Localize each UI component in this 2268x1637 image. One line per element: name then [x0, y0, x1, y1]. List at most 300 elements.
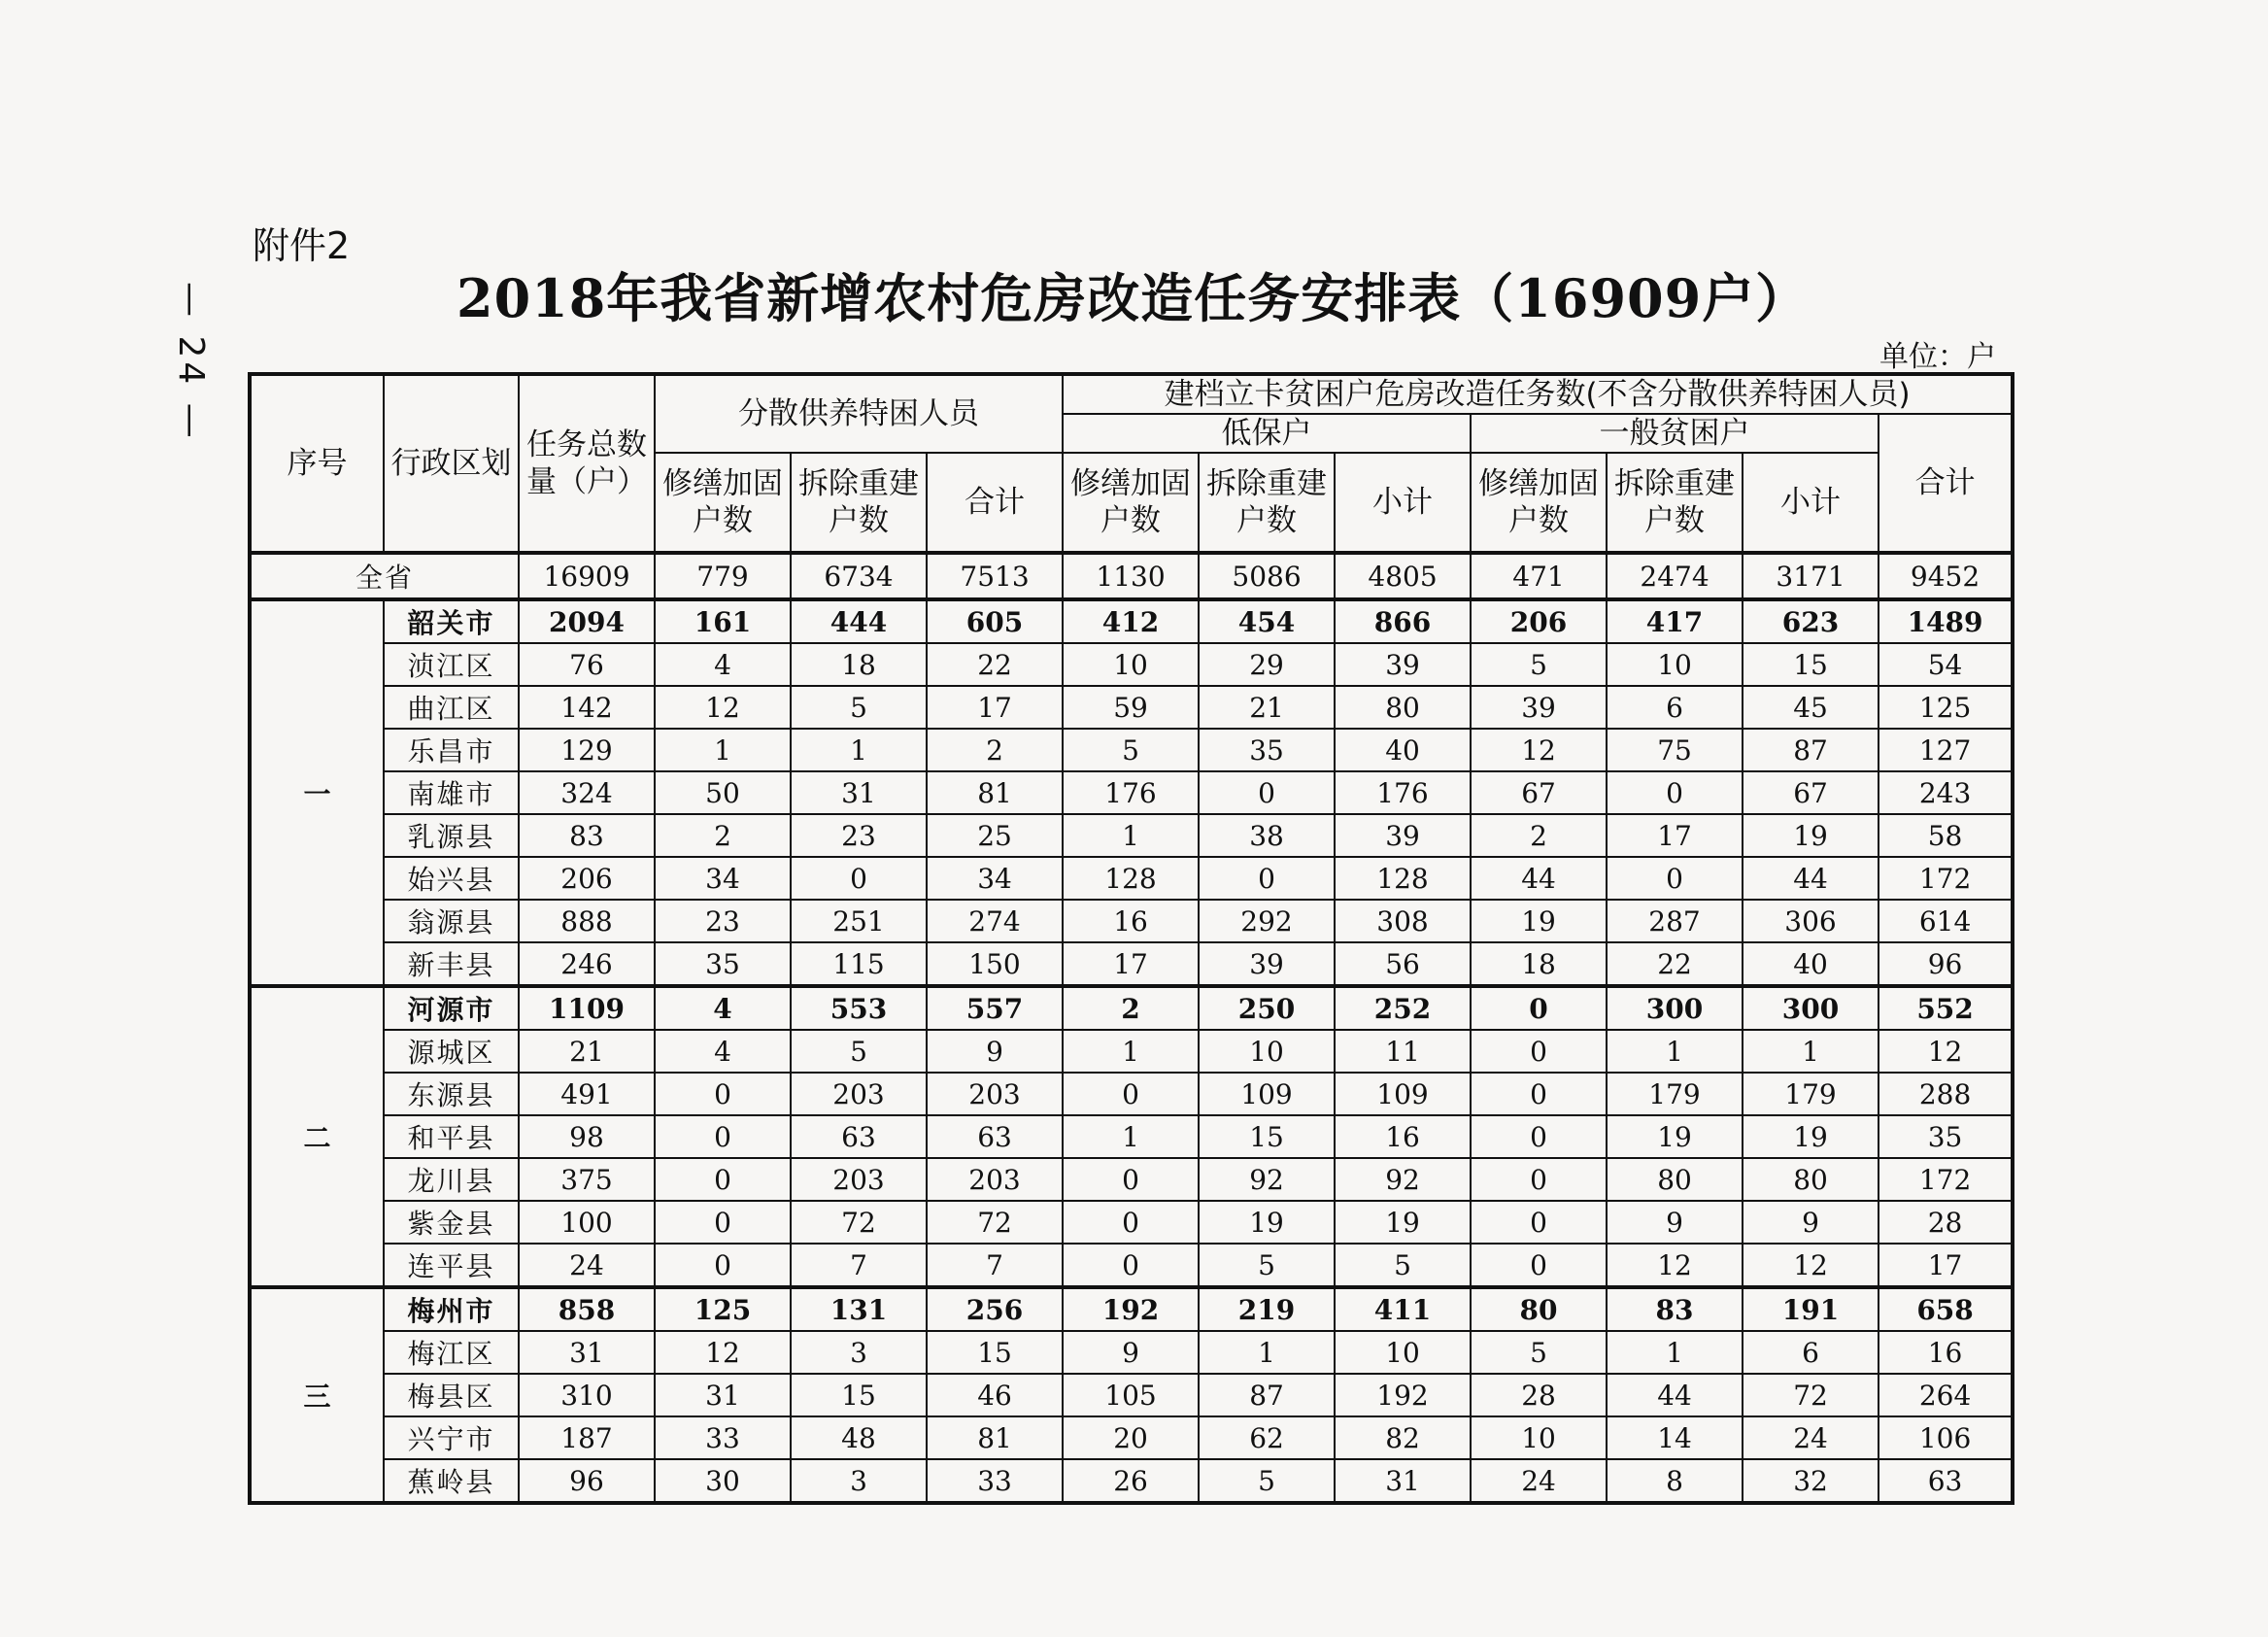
table-cell: 552	[1879, 986, 2013, 1030]
table-cell: 1489	[1879, 599, 2013, 643]
table-cell: 2474	[1607, 553, 1743, 599]
table-cell: 310	[519, 1374, 655, 1416]
table-cell: 300	[1607, 986, 1743, 1030]
table-cell: 0	[1471, 1073, 1607, 1115]
table-cell: 6734	[791, 553, 927, 599]
table-cell: 32	[1743, 1459, 1879, 1503]
table-cell: 19	[1471, 900, 1607, 942]
table-row	[250, 1030, 2013, 1073]
table-cell: 553	[791, 986, 927, 1030]
table-cell: 81	[927, 1416, 1063, 1459]
table-cell: 58	[1879, 814, 2013, 857]
table-cell: 0	[1471, 1115, 1607, 1158]
table-cell: 72	[791, 1201, 927, 1244]
table-cell: 9	[927, 1030, 1063, 1073]
table-cell: 444	[791, 599, 927, 643]
table-cell: 9	[1063, 1331, 1199, 1374]
table-cell: 454	[1199, 599, 1335, 643]
table-cell: 192	[1063, 1287, 1199, 1331]
table-cell: 264	[1879, 1374, 2013, 1416]
table-cell: 5	[1335, 1244, 1471, 1287]
province-total-label: 全省	[250, 553, 519, 599]
table-cell: 6	[1743, 1331, 1879, 1374]
table-cell: 3	[791, 1331, 927, 1374]
attachment-label: 附件2	[253, 224, 351, 267]
table-cell: 72	[1743, 1374, 1879, 1416]
table-cell: 83	[1607, 1287, 1743, 1331]
table-cell: 0	[655, 1073, 791, 1115]
table-cell: 33	[655, 1416, 791, 1459]
header-low-income: 低保户	[1063, 414, 1471, 453]
table-cell: 7513	[927, 553, 1063, 599]
table-cell: 16909	[519, 553, 655, 599]
table-cell: 187	[519, 1416, 655, 1459]
table-cell: 1130	[1063, 553, 1199, 599]
region-name: 浈江区	[384, 643, 519, 686]
table-cell: 18	[791, 643, 927, 686]
header-grand-sum: 合计	[1879, 414, 2013, 553]
region-name: 龙川县	[384, 1158, 519, 1201]
table-row	[250, 1287, 2013, 1331]
table-cell: 15	[927, 1331, 1063, 1374]
table-cell: 80	[1335, 686, 1471, 729]
table-cell: 80	[1607, 1158, 1743, 1201]
header-general-rebuild: 拆除重建户数	[1607, 453, 1743, 553]
table-cell: 92	[1335, 1158, 1471, 1201]
header-total-tasks: 任务总数量（户）	[519, 374, 655, 553]
table-cell: 10	[1199, 1030, 1335, 1073]
table-row	[250, 1201, 2013, 1244]
header-general-repair: 修缮加固户数	[1471, 453, 1607, 553]
table-cell: 3171	[1743, 553, 1879, 599]
table-cell: 109	[1335, 1073, 1471, 1115]
table-cell: 67	[1471, 771, 1607, 814]
table-cell: 2	[1063, 986, 1199, 1030]
table-cell: 40	[1335, 729, 1471, 771]
table-row	[250, 986, 2013, 1030]
table-cell: 46	[927, 1374, 1063, 1416]
table-cell: 19	[1335, 1201, 1471, 1244]
table-cell: 39	[1335, 814, 1471, 857]
table-cell: 125	[655, 1287, 791, 1331]
table-row	[250, 857, 2013, 900]
table-cell: 4	[655, 986, 791, 1030]
table-cell: 10	[1063, 643, 1199, 686]
group-seq: 三	[250, 1287, 384, 1503]
table-cell: 28	[1879, 1201, 2013, 1244]
table-cell: 105	[1063, 1374, 1199, 1416]
table-cell: 59	[1063, 686, 1199, 729]
region-name: 河源市	[384, 986, 519, 1030]
table-cell: 131	[791, 1287, 927, 1331]
table-cell: 623	[1743, 599, 1879, 643]
table-cell: 0	[1471, 1201, 1607, 1244]
table-cell: 22	[927, 643, 1063, 686]
table-cell: 35	[655, 942, 791, 986]
table-cell: 25	[927, 814, 1063, 857]
table-cell: 0	[1199, 857, 1335, 900]
table-cell: 491	[519, 1073, 655, 1115]
province-total-row	[250, 553, 2013, 599]
table-cell: 287	[1607, 900, 1743, 942]
table-cell: 12	[1743, 1244, 1879, 1287]
table-cell: 29	[1199, 643, 1335, 686]
table-row	[250, 942, 2013, 986]
table-cell: 251	[791, 900, 927, 942]
table-cell: 72	[927, 1201, 1063, 1244]
table-row	[250, 686, 2013, 729]
table-cell: 28	[1471, 1374, 1607, 1416]
table-cell: 21	[519, 1030, 655, 1073]
table-cell: 1109	[519, 986, 655, 1030]
table-cell: 44	[1471, 857, 1607, 900]
table-cell: 23	[655, 900, 791, 942]
table-row	[250, 729, 2013, 771]
header-general-subtotal: 小计	[1743, 453, 1879, 553]
header-low-repair: 修缮加固户数	[1063, 453, 1199, 553]
region-name: 韶关市	[384, 599, 519, 643]
table-cell: 0	[1199, 771, 1335, 814]
table-cell: 75	[1607, 729, 1743, 771]
table-cell: 4805	[1335, 553, 1471, 599]
table-cell: 98	[519, 1115, 655, 1158]
table-cell: 605	[927, 599, 1063, 643]
region-name: 乐昌市	[384, 729, 519, 771]
table-cell: 17	[1063, 942, 1199, 986]
table-cell: 0	[1607, 771, 1743, 814]
table-cell: 40	[1743, 942, 1879, 986]
table-cell: 411	[1335, 1287, 1471, 1331]
table-cell: 1	[1199, 1331, 1335, 1374]
table-cell: 172	[1879, 857, 2013, 900]
table-cell: 203	[791, 1158, 927, 1201]
group-seq: 一	[250, 599, 384, 986]
table-cell: 179	[1607, 1073, 1743, 1115]
table-cell: 34	[927, 857, 1063, 900]
table-cell: 39	[1471, 686, 1607, 729]
table-cell: 179	[1743, 1073, 1879, 1115]
table-cell: 0	[1607, 857, 1743, 900]
table-cell: 128	[1335, 857, 1471, 900]
region-name: 曲江区	[384, 686, 519, 729]
table-cell: 63	[927, 1115, 1063, 1158]
table-cell: 0	[1471, 1030, 1607, 1073]
table-cell: 125	[1879, 686, 2013, 729]
table-cell: 87	[1199, 1374, 1335, 1416]
table-cell: 176	[1335, 771, 1471, 814]
table-cell: 39	[1199, 942, 1335, 986]
table-cell: 858	[519, 1287, 655, 1331]
table-cell: 288	[1879, 1073, 2013, 1115]
region-name: 和平县	[384, 1115, 519, 1158]
table-cell: 19	[1199, 1201, 1335, 1244]
table-cell: 9	[1607, 1201, 1743, 1244]
header-registered: 建档立卡贫困户危房改造任务数(不含分散供养特困人员)	[1063, 374, 2013, 414]
table-cell: 12	[655, 1331, 791, 1374]
table-cell: 471	[1471, 553, 1607, 599]
table-cell: 12	[1607, 1244, 1743, 1287]
table-cell: 16	[1063, 900, 1199, 942]
table-cell: 38	[1199, 814, 1335, 857]
table-cell: 142	[519, 686, 655, 729]
table-cell: 31	[1335, 1459, 1471, 1503]
page-number: — 24 —	[171, 282, 211, 442]
table-cell: 87	[1743, 729, 1879, 771]
table-cell: 100	[519, 1201, 655, 1244]
table-cell: 82	[1335, 1416, 1471, 1459]
table-row	[250, 1073, 2013, 1115]
table-cell: 54	[1879, 643, 2013, 686]
table-cell: 19	[1743, 814, 1879, 857]
table-cell: 172	[1879, 1158, 2013, 1201]
table-cell: 115	[791, 942, 927, 986]
table-cell: 308	[1335, 900, 1471, 942]
table-cell: 21	[1199, 686, 1335, 729]
table-row	[250, 1115, 2013, 1158]
table-cell: 191	[1743, 1287, 1879, 1331]
table-cell: 0	[791, 857, 927, 900]
table-cell: 92	[1199, 1158, 1335, 1201]
table-cell: 109	[1199, 1073, 1335, 1115]
table-cell: 0	[1063, 1158, 1199, 1201]
table-cell: 96	[1879, 942, 2013, 986]
table-cell: 206	[1471, 599, 1607, 643]
table-row	[250, 771, 2013, 814]
table-cell: 19	[1607, 1115, 1743, 1158]
document-title: 2018年我省新增农村危房改造任务安排表（16909户）	[457, 267, 1810, 329]
table-row	[250, 1416, 2013, 1459]
table-cell: 161	[655, 599, 791, 643]
table-cell: 63	[1879, 1459, 2013, 1503]
table-cell: 5086	[1199, 553, 1335, 599]
table-cell: 306	[1743, 900, 1879, 942]
table-cell: 0	[1471, 1158, 1607, 1201]
table-cell: 62	[1199, 1416, 1335, 1459]
table-cell: 128	[1063, 857, 1199, 900]
table-cell: 129	[519, 729, 655, 771]
table-cell: 24	[1471, 1459, 1607, 1503]
table-cell: 9	[1743, 1201, 1879, 1244]
table-cell: 106	[1879, 1416, 2013, 1459]
table-cell: 5	[791, 686, 927, 729]
region-name: 梅江区	[384, 1331, 519, 1374]
table-cell: 292	[1199, 900, 1335, 942]
group-seq: 二	[250, 986, 384, 1287]
table-cell: 417	[1607, 599, 1743, 643]
region-name: 源城区	[384, 1030, 519, 1073]
table-cell: 324	[519, 771, 655, 814]
table-cell: 203	[791, 1073, 927, 1115]
region-name: 梅县区	[384, 1374, 519, 1416]
table-cell: 5	[1199, 1459, 1335, 1503]
table-cell: 557	[927, 986, 1063, 1030]
table-cell: 23	[791, 814, 927, 857]
header-low-rebuild: 拆除重建户数	[1199, 453, 1335, 553]
table-cell: 50	[655, 771, 791, 814]
table-cell: 19	[1743, 1115, 1879, 1158]
header-region: 行政区划	[384, 374, 519, 553]
table-cell: 1	[1607, 1331, 1743, 1374]
table-cell: 12	[1879, 1030, 2013, 1073]
table-cell: 4	[655, 643, 791, 686]
table-cell: 10	[1471, 1416, 1607, 1459]
table-cell: 5	[1063, 729, 1199, 771]
table-row	[250, 599, 2013, 643]
table-cell: 7	[791, 1244, 927, 1287]
task-table	[248, 372, 2014, 1505]
table-cell: 658	[1879, 1287, 2013, 1331]
table-cell: 44	[1743, 857, 1879, 900]
header-scattered: 分散供养特困人员	[655, 374, 1063, 453]
region-name: 连平县	[384, 1244, 519, 1287]
table-cell: 96	[519, 1459, 655, 1503]
table-cell: 24	[1743, 1416, 1879, 1459]
region-name: 兴宁市	[384, 1416, 519, 1459]
table-cell: 63	[791, 1115, 927, 1158]
table-cell: 17	[1879, 1244, 2013, 1287]
table-cell: 0	[1063, 1073, 1199, 1115]
table-cell: 12	[655, 686, 791, 729]
table-cell: 1	[1063, 814, 1199, 857]
table-cell: 17	[1607, 814, 1743, 857]
table-cell: 48	[791, 1416, 927, 1459]
table-cell: 127	[1879, 729, 2013, 771]
region-name: 始兴县	[384, 857, 519, 900]
table-cell: 2	[1471, 814, 1607, 857]
table-cell: 252	[1335, 986, 1471, 1030]
header-seq: 序号	[250, 374, 384, 553]
table-cell: 14	[1607, 1416, 1743, 1459]
table-cell: 888	[519, 900, 655, 942]
table-row	[250, 643, 2013, 686]
region-name: 紫金县	[384, 1201, 519, 1244]
table-cell: 243	[1879, 771, 2013, 814]
table-cell: 300	[1743, 986, 1879, 1030]
table-cell: 375	[519, 1158, 655, 1201]
table-cell: 1	[1063, 1030, 1199, 1073]
table-cell: 56	[1335, 942, 1471, 986]
table-cell: 176	[1063, 771, 1199, 814]
table-cell: 11	[1335, 1030, 1471, 1073]
table-cell: 16	[1879, 1331, 2013, 1374]
table-cell: 5	[1471, 1331, 1607, 1374]
table-cell: 9452	[1879, 553, 2013, 599]
table-cell: 39	[1335, 643, 1471, 686]
table-cell: 67	[1743, 771, 1879, 814]
table-cell: 866	[1335, 599, 1471, 643]
table-cell: 0	[1471, 986, 1607, 1030]
table-cell: 0	[655, 1201, 791, 1244]
table-cell: 779	[655, 553, 791, 599]
table-cell: 0	[1063, 1244, 1199, 1287]
table-cell: 17	[927, 686, 1063, 729]
table-cell: 44	[1607, 1374, 1743, 1416]
table-cell: 6	[1607, 686, 1743, 729]
table-cell: 0	[655, 1115, 791, 1158]
table-cell: 15	[791, 1374, 927, 1416]
table-cell: 83	[519, 814, 655, 857]
header-low-subtotal: 小计	[1335, 453, 1471, 553]
table-cell: 81	[927, 771, 1063, 814]
table-cell: 30	[655, 1459, 791, 1503]
table-cell: 203	[927, 1158, 1063, 1201]
table-cell: 80	[1743, 1158, 1879, 1201]
table-body	[250, 553, 2013, 1503]
table-cell: 31	[519, 1331, 655, 1374]
table-cell: 35	[1199, 729, 1335, 771]
table-cell: 206	[519, 857, 655, 900]
table-row	[250, 814, 2013, 857]
table-cell: 0	[1063, 1201, 1199, 1244]
table-cell: 24	[519, 1244, 655, 1287]
table-cell: 26	[1063, 1459, 1199, 1503]
table-cell: 22	[1607, 942, 1743, 986]
table-row	[250, 900, 2013, 942]
header-scattered-rebuild: 拆除重建户数	[791, 453, 927, 553]
table-cell: 5	[1471, 643, 1607, 686]
table-cell: 192	[1335, 1374, 1471, 1416]
table-cell: 33	[927, 1459, 1063, 1503]
table-row	[250, 1331, 2013, 1374]
table-cell: 250	[1199, 986, 1335, 1030]
table-cell: 412	[1063, 599, 1199, 643]
unit-label: 单位：户	[1879, 340, 1996, 374]
table-cell: 8	[1607, 1459, 1743, 1503]
table-cell: 45	[1743, 686, 1879, 729]
header-scattered-repair: 修缮加固户数	[655, 453, 791, 553]
table-cell: 2	[655, 814, 791, 857]
region-name: 东源县	[384, 1073, 519, 1115]
region-name: 乳源县	[384, 814, 519, 857]
table-row	[250, 1244, 2013, 1287]
table-cell: 31	[655, 1374, 791, 1416]
table-cell: 256	[927, 1287, 1063, 1331]
table-cell: 1	[1607, 1030, 1743, 1073]
table-row	[250, 1374, 2013, 1416]
table-cell: 4	[655, 1030, 791, 1073]
header-general-poor: 一般贫困户	[1471, 414, 1879, 453]
table-cell: 35	[1879, 1115, 2013, 1158]
table-cell: 18	[1471, 942, 1607, 986]
table-cell: 1	[791, 729, 927, 771]
table-cell: 2	[927, 729, 1063, 771]
table-cell: 31	[791, 771, 927, 814]
table-cell: 614	[1879, 900, 2013, 942]
table-cell: 5	[1199, 1244, 1335, 1287]
table-cell: 0	[655, 1158, 791, 1201]
region-name: 翁源县	[384, 900, 519, 942]
table-cell: 203	[927, 1073, 1063, 1115]
table-cell: 7	[927, 1244, 1063, 1287]
table-cell: 2094	[519, 599, 655, 643]
table-cell: 16	[1335, 1115, 1471, 1158]
table-cell: 10	[1335, 1331, 1471, 1374]
table-cell: 150	[927, 942, 1063, 986]
table-cell: 34	[655, 857, 791, 900]
region-name: 新丰县	[384, 942, 519, 986]
table-cell: 12	[1471, 729, 1607, 771]
region-name: 蕉岭县	[384, 1459, 519, 1503]
table-cell: 219	[1199, 1287, 1335, 1331]
header-scattered-sum: 合计	[927, 453, 1063, 553]
region-name: 南雄市	[384, 771, 519, 814]
table-cell: 0	[655, 1244, 791, 1287]
table-cell: 274	[927, 900, 1063, 942]
table-cell: 20	[1063, 1416, 1199, 1459]
table-cell: 15	[1743, 643, 1879, 686]
table-cell: 15	[1199, 1115, 1335, 1158]
table-cell: 80	[1471, 1287, 1607, 1331]
